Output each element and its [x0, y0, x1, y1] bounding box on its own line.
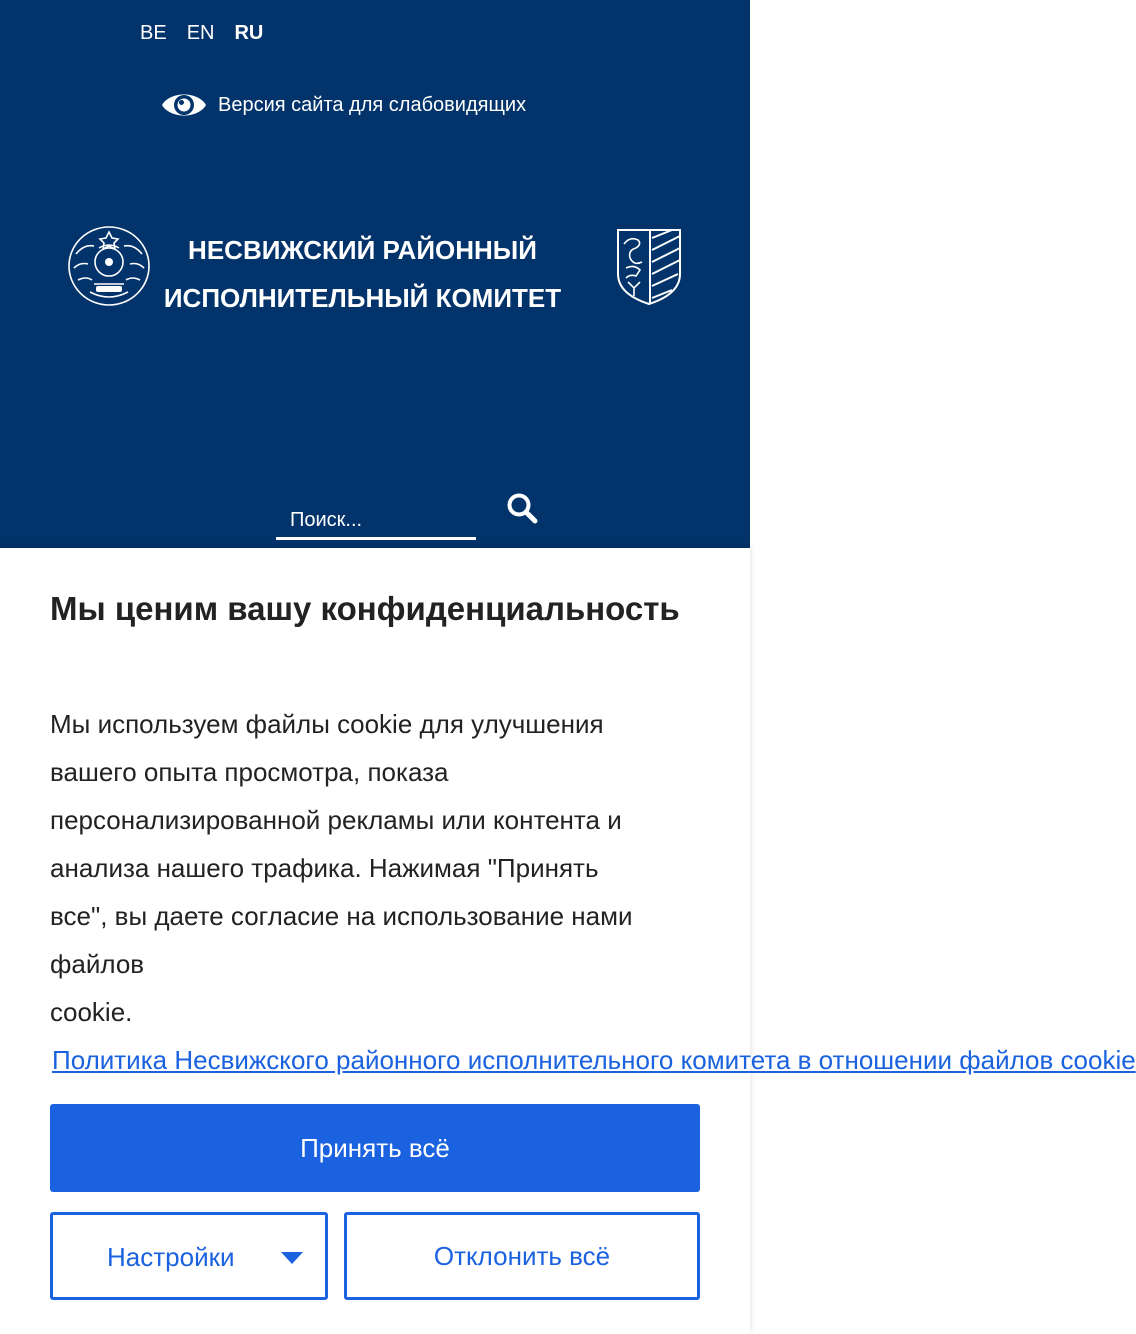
cookie-text-line: вашего опыта просмотра, показа: [50, 757, 449, 787]
reject-all-button[interactable]: Отклонить всё: [344, 1212, 700, 1300]
low-vision-version-link[interactable]: [160, 88, 526, 122]
site-title: [140, 226, 585, 322]
settings-label: Настройки: [107, 1242, 235, 1272]
cookie-title: Мы ценим вашу конфиденциальность: [50, 590, 680, 627]
eye-icon: [160, 88, 208, 122]
low-vision-label: Версия сайта для слабовидящих: [218, 93, 527, 116]
lang-be[interactable]: BE: [140, 22, 167, 44]
caret-down-icon: [281, 1252, 303, 1264]
settings-button[interactable]: [50, 1212, 328, 1300]
lang-ru[interactable]: RU: [234, 22, 264, 44]
cookie-text-line: файлов: [50, 949, 145, 979]
cookie-consent-panel: [0, 548, 1136, 1334]
search-icon[interactable]: [506, 492, 538, 524]
search-input[interactable]: [276, 496, 476, 536]
search-box: [276, 496, 476, 540]
cookie-text-line: персонализированной рекламы или контента и: [50, 805, 622, 835]
district-coat-of-arms-icon: [614, 224, 684, 308]
cookie-description: [50, 700, 700, 1036]
site-title-line-2: ИСПОЛНИТЕЛЬНЫЙ КОМИТЕТ: [163, 283, 562, 313]
site-title-line-1: НЕСВИЖСКИЙ РАЙОННЫЙ: [188, 235, 537, 265]
cookie-text-line: анализа нашего трафика. Нажимая "Принять: [50, 853, 599, 883]
cookie-text-line: Мы используем файлы cookie для улучшения: [50, 709, 604, 739]
lang-en[interactable]: EN: [186, 22, 215, 44]
accept-all-button[interactable]: Принять всё: [50, 1104, 700, 1192]
language-switcher: [140, 22, 263, 45]
site-header: [0, 0, 750, 548]
cookie-policy-link[interactable]: Политика Несвижского районного исполнительного комитета в отношении файлов cookie: [52, 1045, 1136, 1075]
cookie-text-line: cookie.: [50, 997, 133, 1027]
cookie-text-line: все", вы даете согласие на использование нами: [50, 901, 633, 931]
